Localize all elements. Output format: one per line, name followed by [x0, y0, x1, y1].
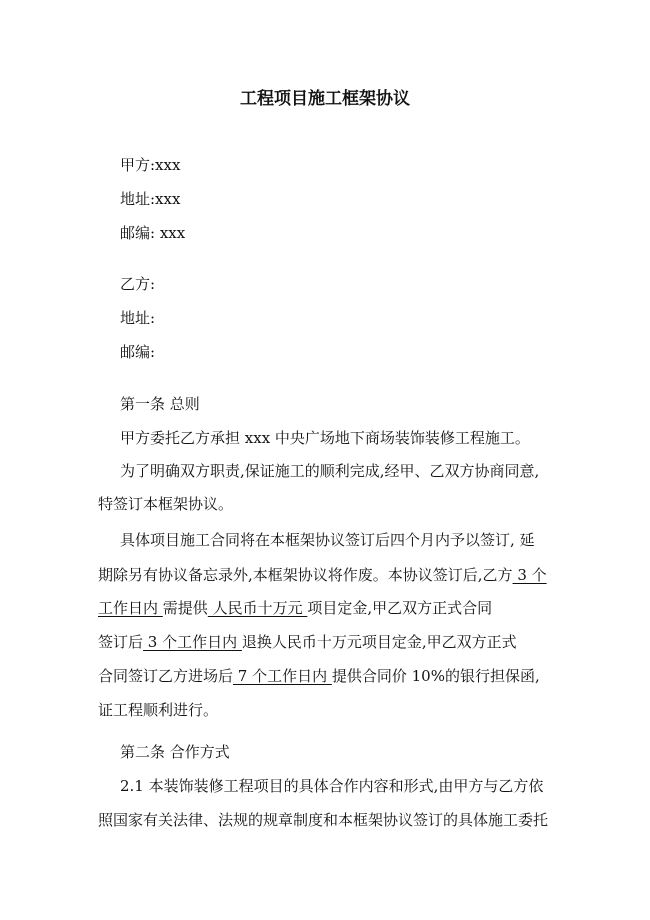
- text-segment: 期除另有协议备忘录外,本框架协议将作废。本协议签订后,乙方: [98, 566, 513, 584]
- party-b-name: 乙方:: [120, 275, 156, 293]
- text-segment: 提供合同价 10%的银行担保函,: [331, 667, 540, 685]
- article1-paragraph3-line4: [98, 632, 517, 652]
- text-segment: 需提供: [162, 599, 208, 617]
- article1-paragraph3-line6: 证工程顺利进行。: [98, 701, 219, 719]
- article2-paragraph1-line2: 照国家有关法律、法规的规章制度和本框架协议签订的具体施工委托: [98, 811, 549, 829]
- article2-heading: 第二条 合作方式: [120, 743, 230, 761]
- party-b-postcode: 邮编:: [120, 343, 156, 361]
- article1-paragraph3-line1: 具体项目施工合同将在本框架协议签订后四个月内予以签订, 延: [120, 531, 535, 549]
- underlined-blank: 人民币十万元: [207, 599, 308, 617]
- party-a-postcode: 邮编: xxx: [120, 224, 186, 242]
- underlined-blank: 工作日内: [98, 599, 163, 617]
- article1-heading: 第一条 总则: [120, 395, 200, 413]
- text-segment: 退换人民币十万元项目定金,甲乙双方正式: [241, 633, 517, 651]
- underlined-blank: 7 个工作日内: [233, 667, 332, 685]
- article1-paragraph3-line2: [98, 565, 547, 585]
- party-a-name: 甲方:xxx: [120, 156, 181, 174]
- page-title: 工程项目施工框架协议: [240, 89, 410, 109]
- text-segment: 签订后: [98, 633, 144, 651]
- article1-paragraph2-line1: 为了明确双方职责,保证施工的顺利完成,经甲、乙双方协商同意,: [120, 462, 540, 480]
- underlined-blank: 3 个: [512, 566, 547, 584]
- article1-paragraph3-line5: [98, 666, 540, 686]
- underlined-blank: 3 个工作日内: [143, 633, 242, 651]
- article2-paragraph1-line1: 2.1 本装饰装修工程项目的具体合作内容和形式,由甲方与乙方依: [120, 777, 544, 795]
- article1-paragraph1: 甲方委托乙方承担 xxx 中央广场地下商场装饰装修工程施工。: [120, 429, 530, 447]
- text-segment: 合同签订乙方进场后: [98, 667, 234, 685]
- article1-paragraph3-line3: [98, 598, 492, 618]
- party-b-address: 地址:: [120, 309, 156, 327]
- article1-paragraph2-line2: 特签订本框架协议。: [98, 495, 234, 513]
- party-a-address: 地址:xxx: [120, 190, 181, 208]
- text-segment: 项目定金,甲乙双方正式合同: [307, 599, 493, 617]
